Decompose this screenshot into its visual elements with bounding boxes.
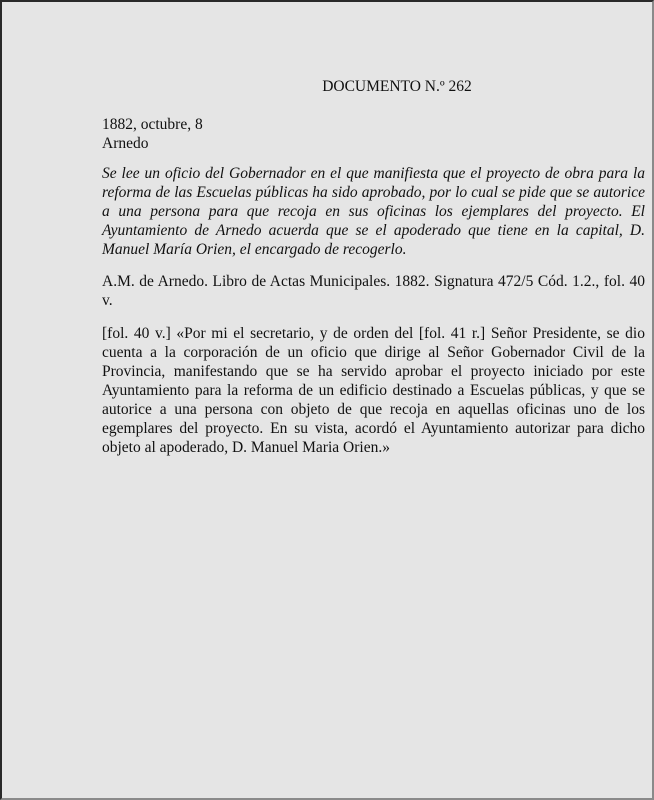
document-header — [102, 115, 645, 153]
document-place: Arnedo — [102, 135, 149, 152]
document-date: 1882, octubre, 8 — [102, 116, 203, 133]
document-title: DOCUMENTO N.º 262 — [322, 78, 472, 95]
document-summary: Se lee un oficio del Gobernador en el que manifiesta que el proyecto de obra para la reforma de las Escuelas públicas ha sido aprobado, por lo cual se pide que se autorice a una persona para que recoja en sus oficinas los ejemplares del proyecto. El Ayuntamiento de Arnedo acuerda que se el apoderado que tiene en la capital, D. Manuel María Orien, el encargado de recogerlo. — [102, 165, 645, 258]
document-transcription: [fol. 40 v.] «Por mi el secretario, y de orden del [fol. 41 r.] Señor Presidente, se dio cuenta a la corporación de un oficio que dirige al Señor Gobernador Civil de la Provincia, manifestando que se ha servido aprobar el proyecto iniciado por este Ayuntamiento para la reforma de un edificio destinado a Escuelas públicas, y que se autorice a una persona con objeto de que recoja en aquellas oficinas uno de los egemplares del proyecto. En su vista, acordó el Ayuntamiento autorizar para dicho objeto al apoderado, D. Manuel Maria Orien.» — [102, 325, 645, 456]
document-source: A.M. de Arnedo. Libro de Actas Municipales. 1882. Signatura 472/5 Cód. 1.2., fol. 40 v. — [102, 273, 645, 309]
